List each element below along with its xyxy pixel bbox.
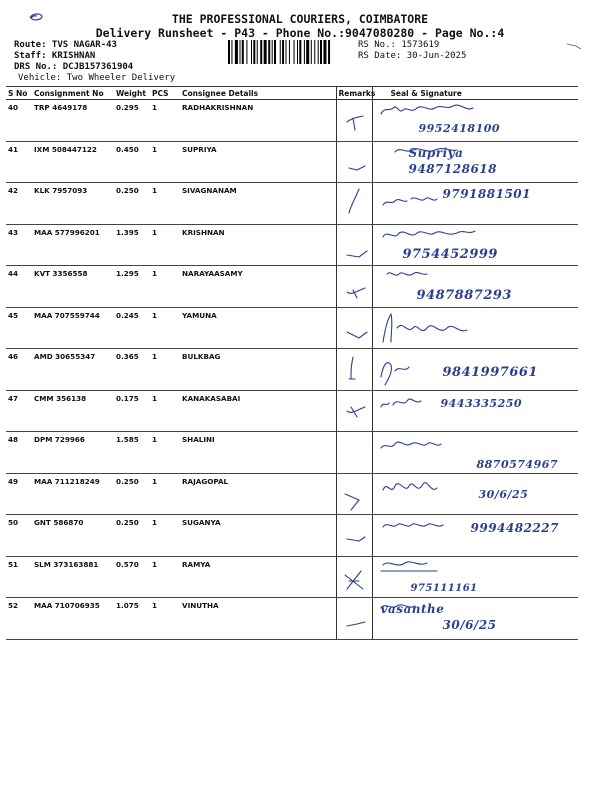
handwritten-signature (373, 474, 579, 515)
cell-consignee: SUGANYA (180, 515, 336, 557)
cell-weight: 0.245 (114, 307, 150, 349)
remark-tick-mark (337, 515, 372, 556)
table-row (6, 224, 578, 266)
cell-seal-signature (372, 141, 578, 183)
cell-consignment-no: SLM 373163881 (32, 556, 114, 598)
table-row (6, 183, 578, 225)
cell-consignment-no: TRP 4649178 (32, 100, 114, 142)
table-row (6, 100, 578, 142)
table-row (6, 141, 578, 183)
handwritten-phone-number: 975111161 (410, 582, 478, 594)
cell-weight: 0.175 (114, 390, 150, 432)
cell-seal-signature (372, 390, 578, 432)
cell-sno: 52 (6, 598, 32, 640)
cell-pcs: 1 (150, 473, 180, 515)
cell-consignment-no: IXM 508447122 (32, 141, 114, 183)
cell-seal-signature (372, 183, 578, 225)
cell-seal-signature (372, 598, 578, 640)
staff-text: Staff: KRISHNAN (14, 51, 96, 61)
rs-date-text: RS Date: 30-Jun-2025 (358, 51, 467, 61)
table-row (6, 349, 578, 391)
cell-pcs: 1 (150, 598, 180, 640)
column-header-weight: Weight (114, 87, 150, 100)
runsheet-table (6, 86, 578, 640)
cell-remarks (336, 515, 372, 557)
cell-weight: 1.585 (114, 432, 150, 474)
cell-weight: 0.450 (114, 141, 150, 183)
cell-consignment-no: KLK 7957093 (32, 183, 114, 225)
handwritten-name: vasanthe (380, 602, 445, 616)
handwritten-phone-number: 9841997661 (442, 365, 538, 380)
cell-consignment-no: MAA 577996201 (32, 224, 114, 266)
route-text: Route: TVS NAGAR-43 (14, 40, 117, 50)
table-row (6, 390, 578, 432)
remark-tick-mark (337, 557, 372, 598)
cell-weight: 0.250 (114, 515, 150, 557)
cell-consignment-no: MAA 710706935 (32, 598, 114, 640)
cell-consignee: RAMYA (180, 556, 336, 598)
table-row (6, 473, 578, 515)
column-header-remarks: Remarks (336, 87, 372, 100)
cell-remarks (336, 432, 372, 474)
cell-consignee: SIVAGNANAM (180, 183, 336, 225)
cell-remarks (336, 556, 372, 598)
remark-tick-mark (337, 225, 372, 266)
cell-sno: 46 (6, 349, 32, 391)
cell-remarks (336, 390, 372, 432)
column-header-seal-signature: Seal & Signature (372, 87, 578, 100)
cell-remarks (336, 307, 372, 349)
cell-consignment-no: DPM 729966 (32, 432, 114, 474)
table-row (6, 432, 578, 474)
cell-consignment-no: CMM 356138 (32, 390, 114, 432)
handwritten-phone-number: 9791881501 (442, 187, 531, 201)
cell-weight: 0.250 (114, 473, 150, 515)
remark-tick-mark (337, 308, 372, 349)
handwritten-phone-number: 9443335250 (440, 396, 523, 410)
column-header-consignment: Consignment No (32, 87, 114, 100)
cell-seal-signature (372, 100, 578, 142)
cell-seal-signature (372, 307, 578, 349)
cell-weight: 0.250 (114, 183, 150, 225)
cell-consignee: RADHAKRISHNAN (180, 100, 336, 142)
cell-sno: 44 (6, 266, 32, 308)
cell-consignment-no: GNT 586870 (32, 515, 114, 557)
barcode (228, 40, 356, 64)
cell-consignee: NARAYAASAMY (180, 266, 336, 308)
cell-sno: 50 (6, 515, 32, 557)
cell-pcs: 1 (150, 515, 180, 557)
cell-remarks (336, 141, 372, 183)
cell-consignee: RAJAGOPAL (180, 473, 336, 515)
cell-remarks (336, 100, 372, 142)
cell-pcs: 1 (150, 349, 180, 391)
column-header-sno: S No (6, 87, 32, 100)
cell-pcs: 1 (150, 141, 180, 183)
cell-sno: 51 (6, 556, 32, 598)
cell-consignment-no: AMD 30655347 (32, 349, 114, 391)
table-row (6, 598, 578, 640)
cell-sno: 45 (6, 307, 32, 349)
cell-consignee: YAMUNA (180, 307, 336, 349)
handwritten-name: Supriya (408, 145, 464, 160)
drs-text: DRS No.: DCJB157361904 (14, 62, 134, 72)
remark-tick-mark (337, 183, 372, 224)
cell-consignee: SHALINI (180, 432, 336, 474)
table-row (6, 556, 578, 598)
cell-sno: 42 (6, 183, 32, 225)
cell-consignee: KANAKASABAI (180, 390, 336, 432)
page-title: THE PROFESSIONAL COURIERS, COIMBATORE (171, 12, 429, 26)
table-row (6, 266, 578, 308)
cell-pcs: 1 (150, 556, 180, 598)
cell-weight: 0.295 (114, 100, 150, 142)
vehicle-text: Vehicle: Two Wheeler Delivery (18, 73, 176, 83)
handwritten-phone-number: 9487887293 (416, 288, 512, 303)
remark-tick-mark (337, 474, 372, 515)
remark-tick-mark (337, 598, 372, 639)
cell-sno: 49 (6, 473, 32, 515)
cell-weight: 1.075 (114, 598, 150, 640)
cell-consignee: KRISHNAN (180, 224, 336, 266)
cell-seal-signature (372, 556, 578, 598)
cell-consignment-no: MAA 711218249 (32, 473, 114, 515)
cell-seal-signature (372, 432, 578, 474)
cell-remarks (336, 224, 372, 266)
cell-sno: 48 (6, 432, 32, 474)
cell-consignee: SUPRIYA (180, 141, 336, 183)
handwritten-phone-number: 9994482227 (470, 521, 559, 535)
remark-tick-mark (337, 142, 372, 183)
cell-seal-signature (372, 473, 578, 515)
cell-remarks (336, 598, 372, 640)
cell-remarks (336, 473, 372, 515)
remark-tick-mark (337, 100, 372, 141)
cell-pcs: 1 (150, 266, 180, 308)
cell-pcs: 1 (150, 100, 180, 142)
handwritten-signature (373, 308, 579, 349)
cell-sno: 43 (6, 224, 32, 266)
cell-consignee: BULKBAG (180, 349, 336, 391)
cell-sno: 40 (6, 100, 32, 142)
handwritten-phone-number: 30/6/25 (442, 618, 497, 632)
runsheet-subtitle: Delivery Runsheet - P43 - Phone No.:9047080280 - Page No.:4 (95, 26, 505, 40)
column-header-pcs: PCS (150, 87, 180, 100)
cell-seal-signature (372, 266, 578, 308)
cell-pcs: 1 (150, 307, 180, 349)
table-row (6, 307, 578, 349)
rs-number-text: RS No.: 1573619 (358, 40, 440, 50)
handwritten-phone-number: 9487128618 (408, 161, 497, 176)
handwritten-phone-number: 9952418100 (418, 122, 501, 135)
remark-tick-mark (337, 266, 372, 307)
cell-weight: 0.365 (114, 349, 150, 391)
cell-remarks (336, 349, 372, 391)
cell-remarks (336, 183, 372, 225)
cell-remarks (336, 266, 372, 308)
cell-sno: 41 (6, 141, 32, 183)
cell-sno: 47 (6, 390, 32, 432)
handwritten-phone-number: 30/6/25 (478, 487, 529, 501)
remark-tick-mark (337, 391, 372, 432)
cell-seal-signature (372, 349, 578, 391)
cell-pcs: 1 (150, 432, 180, 474)
cell-consignee: VINUTHA (180, 598, 336, 640)
cell-seal-signature (372, 224, 578, 266)
cell-pcs: 1 (150, 390, 180, 432)
column-header-consignee: Consignee Details (180, 87, 336, 100)
cell-pcs: 1 (150, 183, 180, 225)
cell-consignment-no: KVT 3356558 (32, 266, 114, 308)
pen-stroke-mark (566, 42, 582, 50)
cell-consignment-no: MAA 707559744 (32, 307, 114, 349)
handwritten-phone-number: 8870574967 (476, 458, 559, 471)
cell-weight: 1.395 (114, 224, 150, 266)
handwritten-phone-number: 9754452999 (402, 246, 498, 262)
cell-weight: 0.570 (114, 556, 150, 598)
table-header-row (6, 87, 578, 100)
cell-seal-signature (372, 515, 578, 557)
cell-weight: 1.295 (114, 266, 150, 308)
cell-pcs: 1 (150, 224, 180, 266)
table-row (6, 515, 578, 557)
remark-tick-mark (337, 349, 372, 390)
